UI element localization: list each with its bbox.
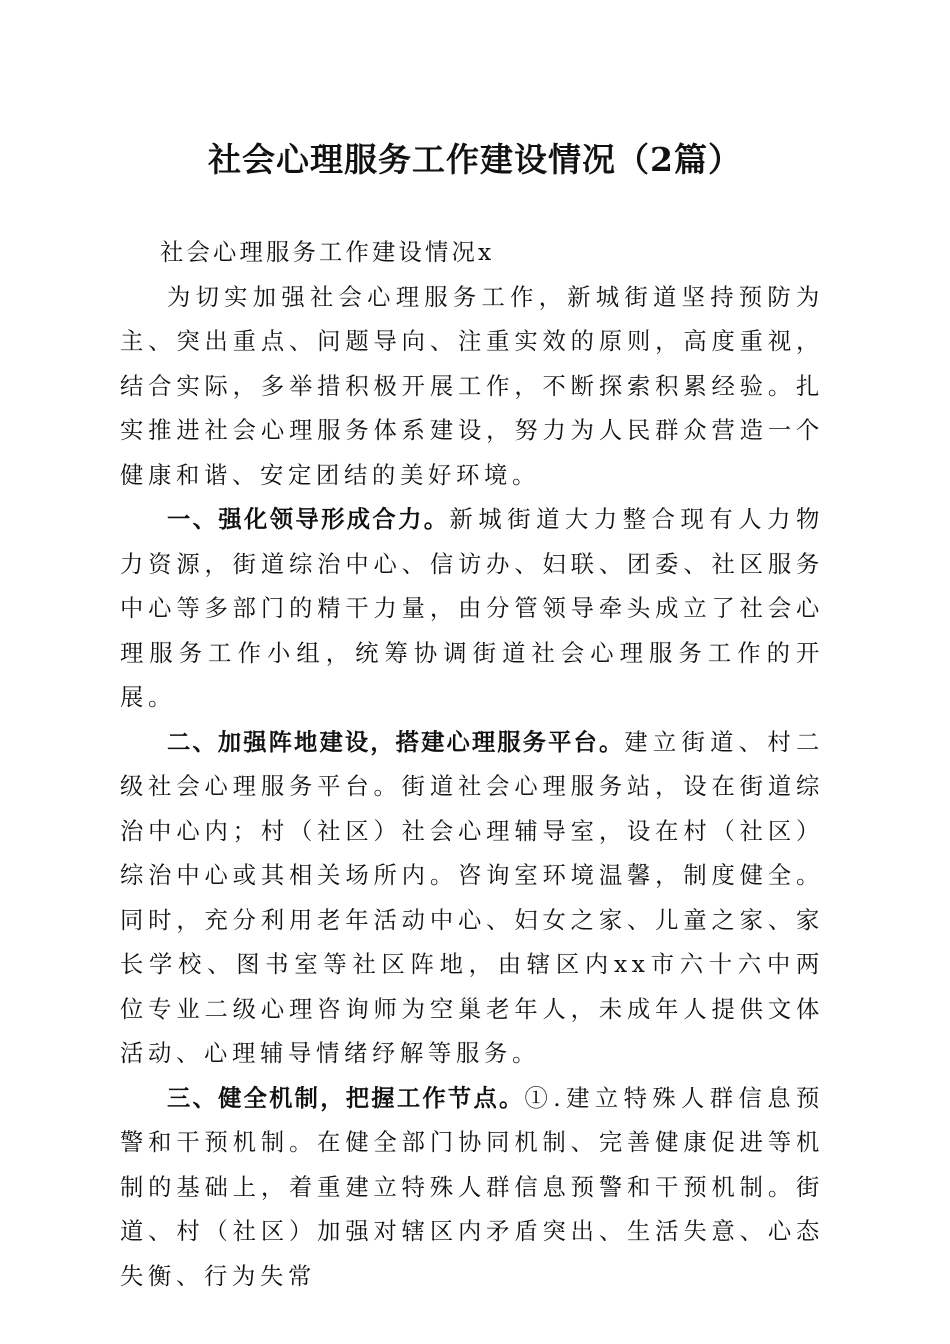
document-body: [120, 231, 824, 1299]
section-paragraph-1: [120, 498, 824, 721]
section-heading-2: 二、加强阵地建设，搭建心理服务平台。: [167, 728, 625, 756]
section-text-2: 建立街道、村二级社会心理服务平台。街道社会心理服务站，设在街道综治中心内；村（社区）社会心理辅导室，设在村（社区）综治中心或其相关场所内。咨询室环境温馨，制度健全。同时，充分利用老年活动中心、妇女之家、儿童之家、家长学校、图书室等社区阵地，由辖区内xx市六十六中两位专业二级心理咨询师为空巢老年人，未成年人提供文体活动、心理辅导情绪纾解等服务。: [120, 728, 825, 1067]
section-heading-3: 三、健全机制，把握工作节点。: [167, 1084, 525, 1112]
document-title: 社会心理服务工作建设情况（2篇）: [208, 140, 742, 179]
intro-paragraph: 为切实加强社会心理服务工作，新城街道坚持预防为主、突出重点、问题导向、注重实效的原则，高度重视，结合实际，多举措积极开展工作，不断探索积累经验。扎实推进社会心理服务体系建设，努力为人民群众营造一个健康和谐、安定团结的美好环境。: [120, 283, 824, 489]
section-heading-1: 一、强化领导形成合力。: [167, 506, 450, 533]
section-text-1: 新城街道大力整合现有人力物力资源，街道综治中心、信访办、妇联、团委、社区服务中心等多部门的精干力量，由分管领导牵头成立了社会心理服务工作小组，统筹协调街道社会心理服务工作的开展。: [120, 506, 825, 711]
section-text-3: ①.建立特殊人群信息预警和干预机制。在健全部门协同机制、完善健康促进等机制的基础上，着重建立特殊人群信息预警和干预机制。街道、村（社区）加强对辖区内矛盾突出、生活失意、心态失衡、行为失常: [120, 1084, 825, 1290]
document-subtitle: 社会心理服务工作建设情况x: [160, 239, 495, 266]
section-paragraph-3: [120, 1077, 824, 1300]
section-paragraph-2: [120, 721, 824, 1077]
